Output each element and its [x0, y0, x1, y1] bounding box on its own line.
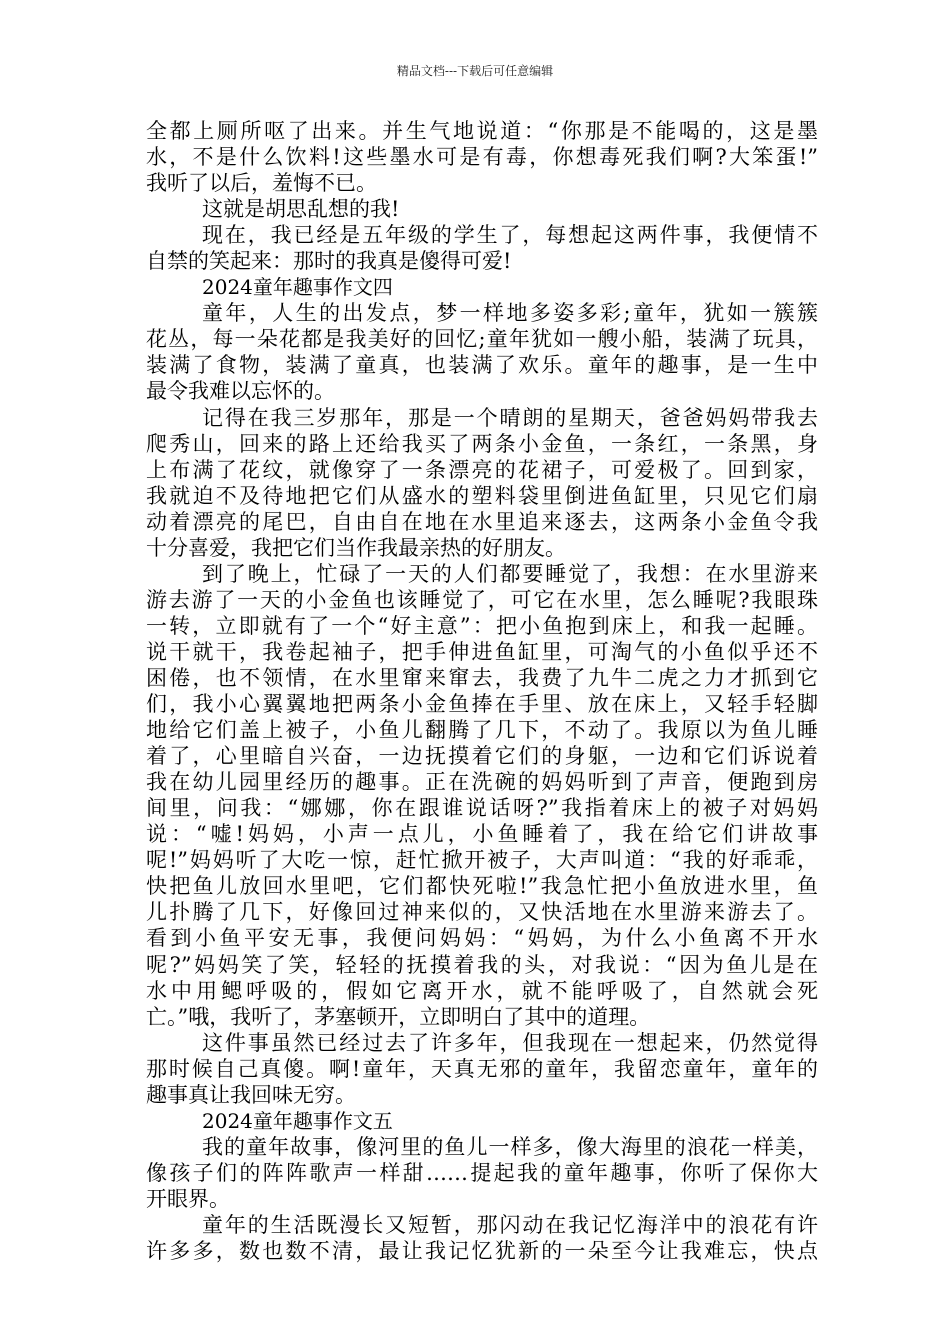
- text-line: 到了晚上，忙碌了一天的人们都要睡觉了，我想：在水里游来: [202, 561, 818, 586]
- text-line: 装满了食物，装满了童真，也装满了欢乐。童年的趣事，是一生中: [146, 353, 818, 378]
- text-line: 花丛，每一朵花都是我美好的回忆;童年犹如一艘小船，装满了玩具，: [146, 327, 818, 352]
- text-line: 开眼界。: [146, 1186, 230, 1211]
- text-line: 一转，立即就有了一个“好主意”：把小鱼抱到床上，和我一起睡。: [146, 613, 818, 638]
- text-line: 们，我小心翼翼地把两条小金鱼捧在手里、放在床上，又轻手轻脚: [146, 692, 818, 717]
- text-line: 自禁的笑起来：那时的我真是傻得可爱!: [146, 249, 512, 274]
- text-line: 童年，人生的出发点，梦一样地多姿多彩;童年，犹如一簇簇: [202, 301, 818, 326]
- text-line: 着了，心里暗自兴奋，一边抚摸着它们的身躯，一边和它们诉说着: [146, 744, 818, 769]
- text-line: 童年的生活既漫长又短暂，那闪动在我记忆海洋中的浪花有许: [202, 1212, 818, 1237]
- text-line: 爬秀山，回来的路上还给我买了两条小金鱼，一条红，一条黑，身: [146, 431, 818, 456]
- text-line: 水，不是什么饮料!这些墨水可是有毒，你想毒死我们啊?大笨蛋!”: [146, 145, 818, 170]
- text-line: 上布满了花纹，就像穿了一条漂亮的花裙子，可爱极了。回到家，: [146, 457, 818, 482]
- text-line: 这件事虽然已经过去了许多年，但我现在一想起来，仍然觉得: [202, 1030, 818, 1055]
- text-line: 记得在我三岁那年，那是一个晴朗的星期天，爸爸妈妈带我去: [202, 405, 818, 430]
- text-line: 这就是胡思乱想的我!: [202, 197, 400, 222]
- text-line: 动着漂亮的尾巴，自由自在地在水里追来逐去，这两条小金鱼令我: [146, 509, 818, 534]
- text-line: 说：“嘘!妈妈，小声一点儿，小鱼睡着了，我在给它们讲故事: [146, 822, 818, 847]
- text-line: 像孩子们的阵阵歌声一样甜……提起我的童年趣事，你听了保你大: [146, 1160, 818, 1185]
- section-heading: 2024童年趣事作文五: [202, 1108, 393, 1133]
- text-line: 呢?”妈妈笑了笑，轻轻的抚摸着我的头，对我说：“因为鱼儿是在: [146, 952, 818, 977]
- text-line: 许多多，数也数不清，最让我记忆犹新的一朵至今让我难忘，快点: [146, 1239, 818, 1264]
- text-line: 我在幼儿园里经历的趣事。正在洗碗的妈妈听到了声音，便跑到房: [146, 770, 818, 795]
- text-line: 全都上厕所呕了出来。并生气地说道：“你那是不能喝的，这是墨: [146, 119, 818, 143]
- text-line: 儿扑腾了几下，好像回过神来似的，又快活地在水里游来游去了。: [146, 900, 818, 925]
- text-line: 说干就干，我卷起袖子，把手伸进鱼缸里，可淘气的小鱼似乎还不: [146, 639, 818, 664]
- text-line: 我的童年故事，像河里的鱼儿一样多，像大海里的浪花一样美，: [202, 1134, 818, 1159]
- text-line: 间里，问我：“娜娜，你在跟谁说话呀?”我指着床上的被子对妈妈: [146, 796, 818, 821]
- text-line: 呢!”妈妈听了大吃一惊，赶忙掀开被子，大声叫道：“我的好乖乖，: [146, 848, 818, 873]
- section-heading: 2024童年趣事作文四: [202, 275, 393, 300]
- text-line: 十分喜爱，我把它们当作我最亲热的好朋友。: [146, 535, 566, 560]
- text-line: 趣事真让我回味无穷。: [146, 1082, 356, 1107]
- text-line: 困倦，也不领情，在水里窜来窜去，我费了九牛二虎之力才抓到它: [146, 665, 818, 690]
- page-header: 精品文档---下载后可任意编辑: [396, 64, 554, 78]
- text-line: 快把鱼儿放回水里吧，它们都快死啦!”我急忙把小鱼放进水里，鱼: [146, 874, 818, 899]
- text-line: 那时候自己真傻。啊!童年，天真无邪的童年，我留恋童年，童年的: [146, 1056, 818, 1081]
- text-line: 我听了以后，羞悔不已。: [146, 171, 377, 196]
- text-line: 我就迫不及待地把它们从盛水的塑料袋里倒进鱼缸里，只见它们扇: [146, 483, 818, 508]
- document-body: [146, 118, 818, 1264]
- text-line: 地给它们盖上被子，小鱼儿翻腾了几下，不动了。我原以为鱼儿睡: [146, 718, 818, 743]
- text-line: 现在，我已经是五年级的学生了，每想起这两件事，我便情不: [202, 223, 818, 248]
- text-line: 最令我难以忘怀的。: [146, 379, 335, 404]
- text-line: 游去游了一天的小金鱼也该睡觉了，可它在水里，怎么睡呢?我眼珠: [146, 587, 818, 612]
- text-line: 看到小鱼平安无事，我便问妈妈：“妈妈，为什么小鱼离不开水: [146, 926, 818, 951]
- text-line: 水中用鳃呼吸的，假如它离开水，就不能呼吸了，自然就会死: [146, 978, 818, 1003]
- text-line: 亡。”哦，我听了，茅塞顿开，立即明白了其中的道理。: [146, 1004, 651, 1029]
